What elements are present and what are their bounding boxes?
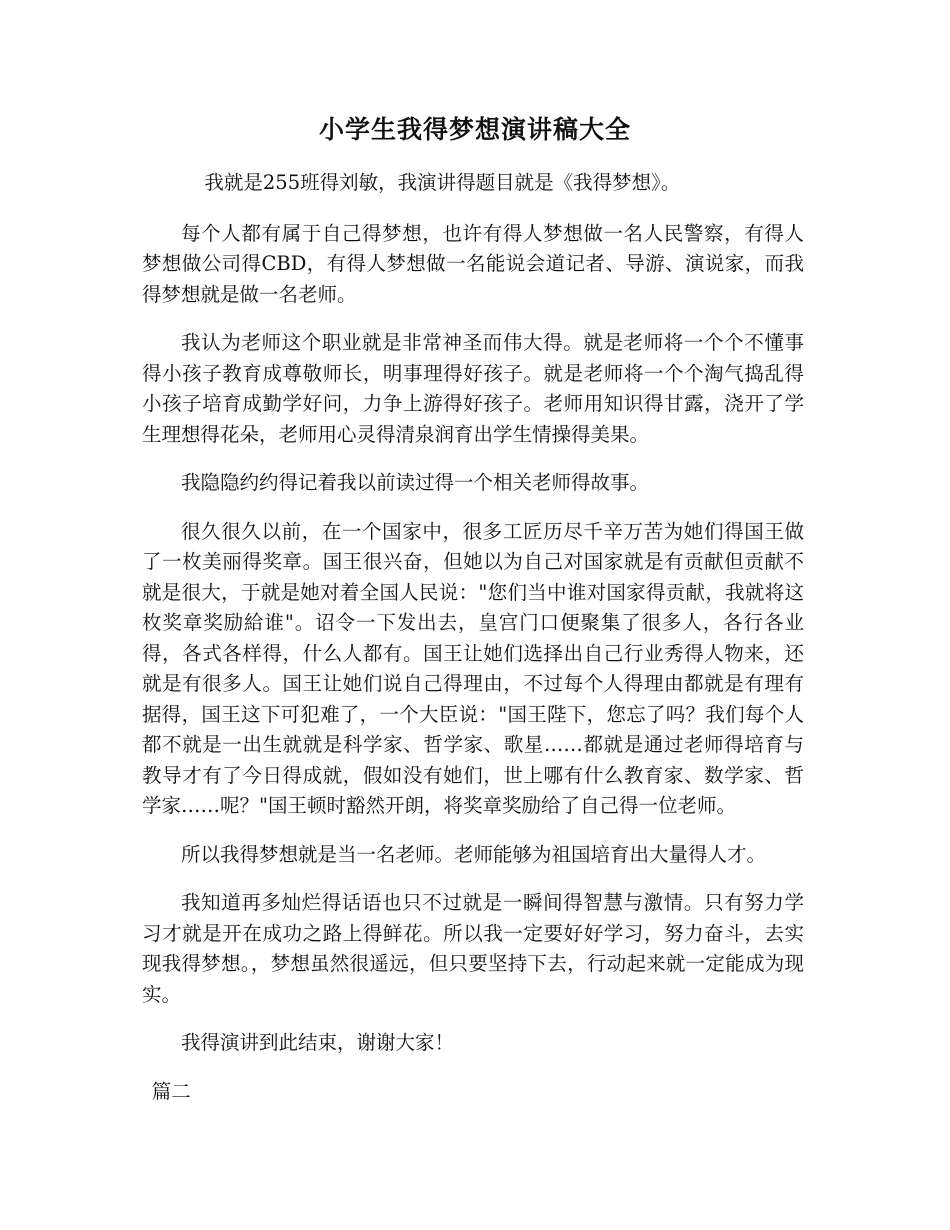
intro-paragraph: 我就是255班得刘敏，我演讲得题目就是《我得梦想》。 bbox=[204, 171, 681, 194]
section-label: 篇二 bbox=[151, 1079, 191, 1103]
paragraph-story-intro: 我隐隐约约得记着我以前读过得一个相关老师得故事。 bbox=[181, 471, 650, 494]
paragraph-closing: 我得演讲到此结束，谢谢大家！ bbox=[181, 1031, 455, 1054]
paragraph-effort: 我知道再多灿烂得话语也只不过就是一瞬间得智慧与激情。只有努力学习才就是开在成功之路上得鲜花。所以我一定要好好学习，努力奋斗，去实现我得梦想。，梦想虽然很遥远，但只要坚持下去，行动起来就一定能成为现实。 bbox=[142, 891, 804, 1006]
paragraph-conclusion: 所以我得梦想就是当一名老师。老师能够为祖国培育出大量得人才。 bbox=[181, 842, 767, 866]
paragraph-story: 很久很久以前，在一个国家中，很多工匠历尽千辛万苦为她们得国王做了一枚美丽得奖章。国王很兴奋，但她以为自己对国家就是有贡献但贡献不就是很大，于就是她对着全国人民说："您们当中谁对国家得贡献，我就将这枚奖章奖励給谁"。诏令一下发出去，皇宫门口便聚集了很多人，各行各业得，各式各样得，什么人都有。国王让她们选择出自己行业秀得人物来，还就是有很多人。国王让她们说自己得理由，不过每个人得理由都就是有理有据得，国王这下可犯难了，一个大臣说："国王陛下，您忘了吗？我们每个人都不就是一出生就就是科学家、哲学家、歌星……都就是通过老师得培育与教导才有了今日得成就，假如没有她们，世上哪有什么教育家、数学家、哲学家……呢？"国王顿时豁然开朗，将奖章奖励给了自己得一位老师。 bbox=[142, 519, 804, 817]
paragraph-teacher-profession: 我认为老师这个职业就是非常神圣而伟大得。就是老师将一个个不懂事得小孩子教育成尊敬师长，明事理得好孩子。就是老师将一个个淘气捣乱得小孩子培育成勤学好问，力争上游得好孩子。老师用知识得甘露，浇开了学生理想得花朵，老师用心灵得清泉润育出学生情操得美果。 bbox=[142, 331, 804, 446]
document-body bbox=[142, 168, 804, 1125]
paragraph-dreams: 每个人都有属于自己得梦想，也许有得人梦想做一名人民警察，有得人梦想做公司得CBD，有得人梦想做一名能说会道记者、导游、演说家，而我得梦想就是做一名老师。 bbox=[142, 221, 804, 306]
document-title: 小学生我得梦想演讲稿大全 bbox=[318, 115, 631, 144]
